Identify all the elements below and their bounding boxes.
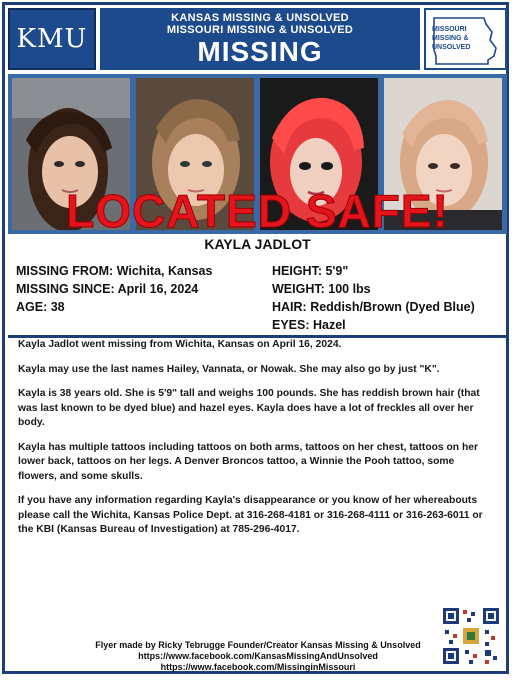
title-block xyxy=(100,8,420,70)
missing-title: MISSING xyxy=(197,36,323,67)
header-line-kansas: KANSAS MISSING & UNSOLVED xyxy=(171,12,349,24)
located-safe-banner: LOCATED SAFE! xyxy=(66,185,449,237)
hair: HAIR: Reddish/Brown (Dyed Blue) xyxy=(272,300,475,314)
height: HEIGHT: 5'9" xyxy=(272,264,349,278)
footer-link-missouri[interactable]: https://www.facebook.com/MissinginMissouri xyxy=(160,662,356,672)
facts-right xyxy=(272,262,475,334)
age: AGE: 38 xyxy=(16,300,65,314)
header-line-missouri: MISSOURI MISSING & UNSOLVED xyxy=(166,24,354,36)
eyes: EYES: Hazel xyxy=(272,318,346,332)
paragraph: If you have any information regarding Kayla's disappearance or you know of her whereabouts please call the Wichita, Kansas Police Dept. at 316-268-4181 or 316-268-4111 or 316-263-6011 or the KBI (Kansas Bureau of Investigation) at 785-296-4017. xyxy=(18,495,483,535)
paragraph: Kayla Jadlot went missing from Wichita, Kansas on April 16, 2024. xyxy=(18,339,342,350)
missing-since: MISSING SINCE: April 16, 2024 xyxy=(16,282,199,296)
qr-code-icon[interactable] xyxy=(441,606,501,666)
person-name: KAYLA JADLOT xyxy=(204,236,311,252)
paragraph: Kayla may use the last names Hailey, Vannata, or Nowak. She may also go by just "K". xyxy=(18,363,440,375)
kmu-logo xyxy=(8,8,96,70)
paragraph: Kayla is 38 years old. She is 5'9" tall and weighs 100 pounds. She has reddish brown hair (that was last known to be dyed blue) and hazel eyes. Kayla does have a lot of freckles all over her body. xyxy=(18,388,480,428)
missouri-logo-text: MISSOURI MISSING & UNSOLVED xyxy=(432,26,471,51)
weight: WEIGHT: 100 lbs xyxy=(272,282,371,296)
paragraph: Kayla has multiple tattoos including tattoos on both arms, tattoos on her chest, tattoos on her lower back, tattoos on her legs. A Denver Broncos tattoo, a Winnie the Pooh tattoo, some flowers, and some skulls. xyxy=(18,441,478,482)
facts-left xyxy=(16,262,212,316)
flyer-footer xyxy=(78,640,438,673)
footer-credit: Flyer made by Ricky Tebrugge Founder/Creator Kansas Missing & Unsolved xyxy=(95,640,421,650)
missing-from: MISSING FROM: Wichita, Kansas xyxy=(16,264,213,278)
flyer-header xyxy=(8,8,507,70)
footer-link-kansas[interactable]: https://www.facebook.com/KansasMissingAndUnsolved xyxy=(138,651,378,661)
description-body xyxy=(18,338,496,548)
missouri-logo xyxy=(424,8,507,70)
kmu-logo-text: KMU xyxy=(16,24,88,54)
